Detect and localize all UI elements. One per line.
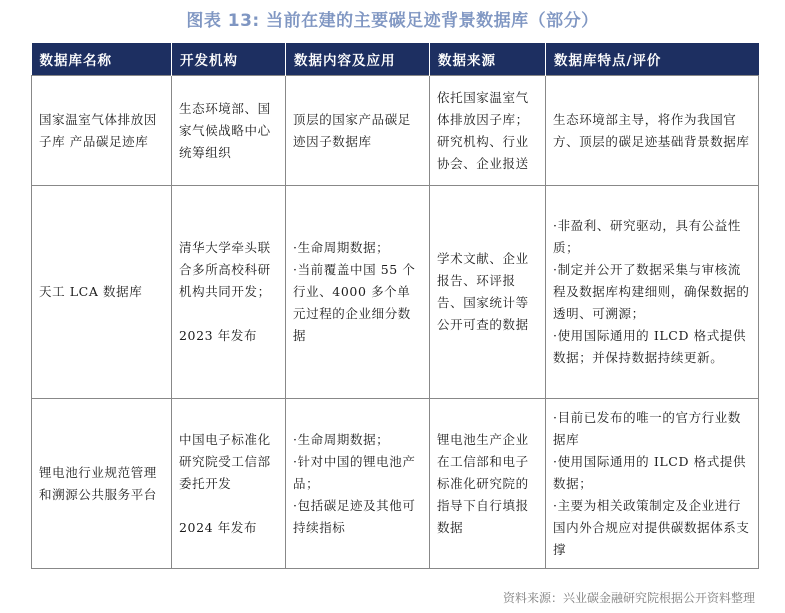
table-row xyxy=(32,399,759,569)
table-row xyxy=(32,186,759,399)
header-org: 开发机构 xyxy=(172,43,286,76)
header-source: 数据来源 xyxy=(430,43,546,76)
table-row xyxy=(32,76,759,186)
cell-source: 学术文献、企业报告、环评报告、国家统计等公开可查的数据 xyxy=(430,186,546,399)
cell-org: 生态环境部、国家气候战略中心统筹组织 xyxy=(172,76,286,186)
cell-content: ·生命周期数据； ·针对中国的锂电池产品； ·包括碳足迹及其他可持续指标 xyxy=(286,399,430,569)
cell-features: ·非盈利、研究驱动，具有公益性质； ·制定并公开了数据采集与审核流程及数据库构建细则，确保数据的透明、可溯源； ·使用国际通用的 ILCD 格式提供数据；并保持数据持续更新。 xyxy=(546,186,759,399)
cell-name: 天工 LCA 数据库 xyxy=(32,186,172,399)
cell-name: 国家温室气体排放因子库 产品碳足迹库 xyxy=(32,76,172,186)
cell-features: ·目前已发布的唯一的官方行业数据库 ·使用国际通用的 ILCD 格式提供数据； ·主要为相关政策制定及企业进行国内外合规应对提供碳数据体系支撑 xyxy=(546,399,759,569)
cell-content: ·生命周期数据； ·当前覆盖中国 55 个行业、4000 多个单元过程的企业细分数据 xyxy=(286,186,430,399)
header-features: 数据库特点/评价 xyxy=(546,43,759,76)
header-name: 数据库名称 xyxy=(32,43,172,76)
cell-content: 顶层的国家产品碳足迹因子数据库 xyxy=(286,76,430,186)
cell-features: 生态环境部主导，将作为我国官方、顶层的碳足迹基础背景数据库 xyxy=(546,76,759,186)
cell-org: 清华大学牵头联合多所高校科研机构共同开发； 2023 年发布 xyxy=(172,186,286,399)
cell-source: 依托国家温室气体排放因子库；研究机构、行业协会、企业报送 xyxy=(430,76,546,186)
source-note: 资料来源：兴业碳金融研究院根据公开资料整理 xyxy=(502,591,755,605)
figure-title: 图表 13: 当前在建的主要碳足迹背景数据库（部分） xyxy=(186,11,599,31)
cell-name: 锂电池行业规范管理和溯源公共服务平台 xyxy=(32,399,172,569)
cell-org: 中国电子标准化研究院受工信部委托开发 2024 年发布 xyxy=(172,399,286,569)
table-header-row xyxy=(32,43,759,76)
header-content: 数据内容及应用 xyxy=(286,43,430,76)
database-table xyxy=(31,43,759,569)
cell-source: 锂电池生产企业在工信部和电子标准化研究院的指导下自行填报数据 xyxy=(430,399,546,569)
